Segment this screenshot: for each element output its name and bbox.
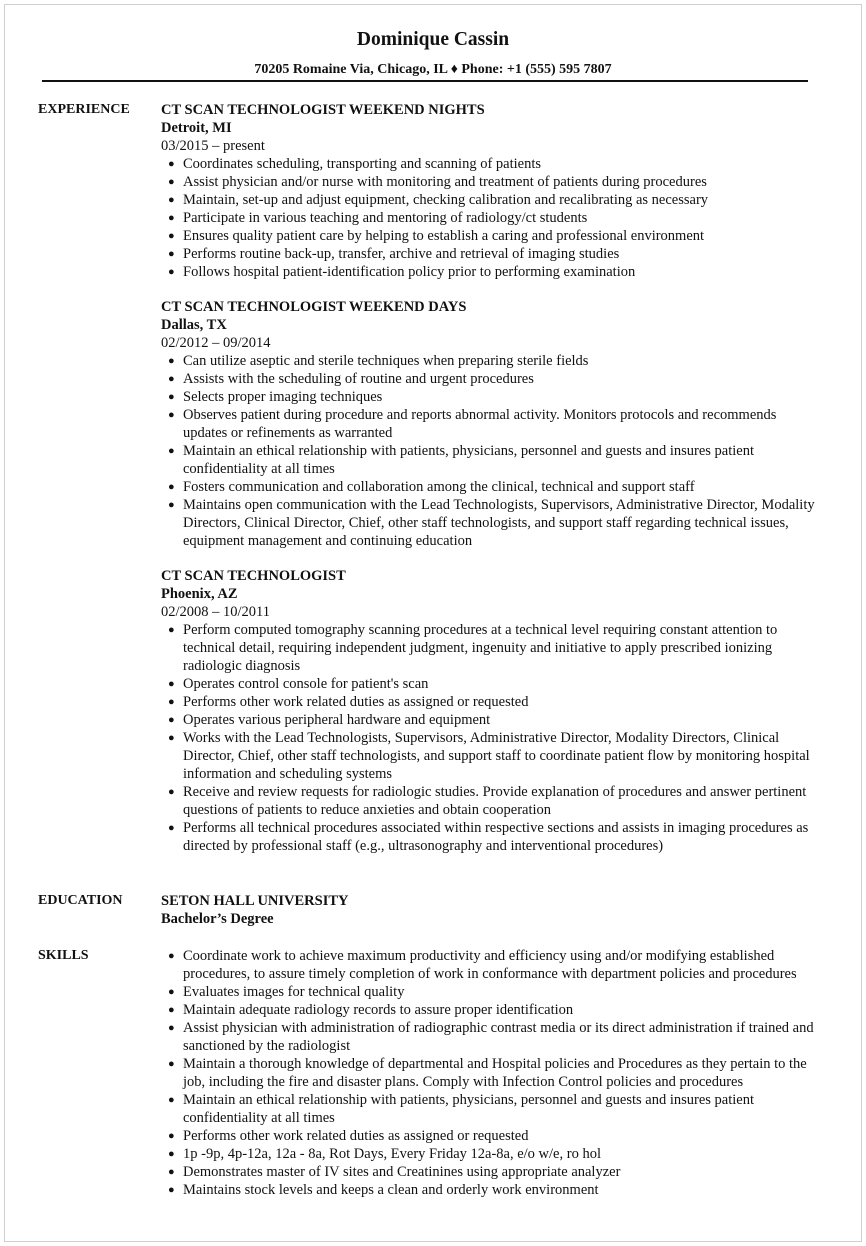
job-entry	[161, 101, 818, 281]
bullet-item	[161, 442, 818, 478]
bullet-icon: ●	[168, 481, 175, 493]
education-degree: Bachelor’s Degree	[161, 911, 274, 927]
job-entry	[161, 298, 818, 550]
skills-heading: SKILLS	[38, 948, 89, 963]
bullet-item	[161, 621, 818, 675]
bullet-item	[161, 983, 818, 1001]
experience-body	[161, 101, 818, 855]
bullet-text: Performs other work related duties as assigned or requested	[183, 1128, 529, 1144]
job-entry	[161, 567, 818, 855]
bullet-icon: ●	[168, 158, 175, 170]
bullet-icon: ●	[168, 786, 175, 798]
bullet-text: Performs other work related duties as assigned or requested	[183, 694, 529, 710]
bullet-item	[161, 370, 818, 388]
job-dates: 02/2008 – 10/2011	[161, 604, 271, 620]
bullet-icon: ●	[168, 714, 175, 726]
bullet-item	[161, 406, 818, 442]
bullet-text: Works with the Lead Technologists, Supervisors, Administrative Director, Modality Directors, Clinical Director, Chief, other staff technologists, and support staff to coordinate patient flow by monitoring hospital information and scheduling systems	[183, 730, 810, 782]
bullet-item	[161, 1181, 818, 1199]
bullet-item	[161, 1145, 818, 1163]
bullet-icon: ●	[168, 1094, 175, 1106]
bullet-icon: ●	[168, 230, 175, 242]
bullet-item	[161, 388, 818, 406]
bullet-icon: ●	[168, 732, 175, 744]
job-dates: 03/2015 – present	[161, 138, 265, 154]
bullet-item	[161, 209, 818, 227]
bullet-text: Evaluates images for technical quality	[183, 984, 405, 1000]
bullet-item	[161, 819, 818, 855]
bullet-text: Coordinates scheduling, transporting and scanning of patients	[183, 156, 541, 172]
skills-list	[161, 947, 818, 1199]
bullet-icon: ●	[168, 624, 175, 636]
bullet-text: Operates control console for patient's scan	[183, 676, 429, 692]
bullet-text: Maintain a thorough knowledge of departmental and Hospital policies and Procedures as they pertain to the job, including the fire and disaster plans. Comply with Infection Control policies and procedures	[183, 1056, 807, 1090]
bullet-text: Performs all technical procedures associated within respective sections and assists in imaging procedures as directed by professional staff (e.g., ultrasonography and interventional procedures)	[183, 820, 809, 854]
bullet-text: 1p -9p, 4p-12a, 12a - 8a, Rot Days, Every Friday 12a-8a, e/o w/e, ro hol	[183, 1146, 601, 1162]
bullet-item	[161, 1019, 818, 1055]
contact-line: 70205 Romaine Via, Chicago, IL ♦ Phone: +1 (555) 595 7807	[254, 62, 612, 77]
bullet-item	[161, 191, 818, 209]
bullet-text: Maintains stock levels and keeps a clean and orderly work environment	[183, 1182, 599, 1198]
bullet-icon: ●	[168, 822, 175, 834]
bullet-icon: ●	[168, 445, 175, 457]
bullet-item	[161, 245, 818, 263]
bullet-item	[161, 1127, 818, 1145]
bullet-item	[161, 783, 818, 819]
experience-section	[38, 101, 818, 872]
bullet-item	[161, 947, 818, 983]
bullet-item	[161, 693, 818, 711]
bullet-icon: ●	[168, 391, 175, 403]
bullet-icon: ●	[168, 373, 175, 385]
education-body	[161, 892, 818, 928]
bullet-item	[161, 729, 818, 783]
education-heading: EDUCATION	[38, 893, 123, 908]
job-bullets	[161, 621, 818, 855]
bullet-text: Participate in various teaching and mentoring of radiology/ct students	[183, 210, 588, 226]
bullet-text: Maintain, set-up and adjust equipment, checking calibration and recalibrating as necessary	[183, 192, 709, 208]
bullet-icon: ●	[168, 248, 175, 260]
bullet-text: Fosters communication and collaboration among the clinical, technical and support staff	[183, 479, 695, 495]
bullet-icon: ●	[168, 1022, 175, 1034]
bullet-icon: ●	[168, 1166, 175, 1178]
candidate-name: Dominique Cassin	[356, 29, 510, 50]
bullet-item	[161, 263, 818, 281]
bullet-item	[161, 1163, 818, 1181]
bullet-item	[161, 1001, 818, 1019]
bullet-icon: ●	[168, 1058, 175, 1070]
job-dates: 02/2012 – 09/2014	[161, 335, 271, 351]
job-bullets	[161, 155, 818, 281]
bullet-icon: ●	[168, 176, 175, 188]
bullet-item	[161, 1091, 818, 1127]
experience-heading: EXPERIENCE	[38, 102, 130, 117]
job-location: Dallas, TX	[161, 317, 227, 333]
resume-header	[0, 28, 866, 79]
bullet-text: Perform computed tomography scanning procedures at a technical level requiring constant attention to technical detail, requiring independent judgment, ingenuity and initiative to apply prescribed ionizing radiologic diagnosis	[183, 622, 778, 674]
bullet-icon: ●	[168, 950, 175, 962]
bullet-icon: ●	[168, 409, 175, 421]
bullet-item	[161, 1055, 818, 1091]
bullet-text: Maintain an ethical relationship with patients, physicians, personnel and guests and insures patient confidentiality at all times	[183, 443, 755, 477]
header-divider	[42, 80, 808, 82]
job-location: Phoenix, AZ	[161, 586, 238, 602]
bullet-text: Operates various peripheral hardware and equipment	[183, 712, 491, 728]
bullet-icon: ●	[168, 986, 175, 998]
bullet-item	[161, 173, 818, 191]
job-title: CT SCAN TECHNOLOGIST WEEKEND NIGHTS	[161, 102, 485, 118]
bullet-icon: ●	[168, 1130, 175, 1142]
bullet-text: Maintain adequate radiology records to assure proper identification	[183, 1002, 574, 1018]
bullet-item	[161, 711, 818, 729]
bullet-item	[161, 478, 818, 496]
bullet-item	[161, 675, 818, 693]
bullet-text: Can utilize aseptic and sterile techniques when preparing sterile fields	[183, 353, 589, 369]
bullet-icon: ●	[168, 212, 175, 224]
bullet-text: Follows hospital patient-identification policy prior to performing examination	[183, 264, 636, 280]
bullet-item	[161, 227, 818, 245]
bullet-icon: ●	[168, 1004, 175, 1016]
bullet-text: Assists with the scheduling of routine and urgent procedures	[183, 371, 534, 387]
bullet-icon: ●	[168, 1148, 175, 1160]
bullet-icon: ●	[168, 499, 175, 511]
bullet-text: Demonstrates master of IV sites and Creatinines using appropriate analyzer	[183, 1164, 621, 1180]
bullet-text: Coordinate work to achieve maximum productivity and efficiency using and/or modifying established procedures, to assure timely completion of work in conformance with department policies and procedures	[183, 948, 797, 982]
bullet-text: Receive and review requests for radiologic studies. Provide explanation of procedures and answer pertinent questions of patients to reduce anxieties and obtain cooperation	[183, 784, 807, 818]
education-school: SETON HALL UNIVERSITY	[161, 893, 349, 909]
bullet-icon: ●	[168, 678, 175, 690]
bullet-icon: ●	[168, 696, 175, 708]
bullet-text: Ensures quality patient care by helping to establish a caring and professional environment	[183, 228, 705, 244]
bullet-icon: ●	[168, 266, 175, 278]
bullet-icon: ●	[168, 1184, 175, 1196]
bullet-icon: ●	[168, 194, 175, 206]
bullet-icon: ●	[168, 355, 175, 367]
bullet-text: Assist physician with administration of radiographic contrast media or its direct administration if trained and sanctioned by the radiologist	[183, 1020, 814, 1054]
skills-body	[161, 947, 818, 1199]
bullet-text: Assist physician and/or nurse with monitoring and treatment of patients during procedures	[183, 174, 707, 190]
bullet-text: Maintains open communication with the Lead Technologists, Supervisors, Administrative Director, Modality Directors, Clinical Director, Chief, other staff technologists, and support staff regarding technical issues, equipment management and continuing education	[183, 497, 815, 549]
bullet-text: Observes patient during procedure and reports abnormal activity. Monitors protocols and recommends updates or refinements as warranted	[183, 407, 777, 441]
job-title: CT SCAN TECHNOLOGIST	[161, 568, 346, 584]
bullet-text: Performs routine back-up, transfer, archive and retrieval of imaging studies	[183, 246, 620, 262]
bullet-text: Maintain an ethical relationship with patients, physicians, personnel and guests and insures patient confidentiality at all times	[183, 1092, 755, 1126]
bullet-item	[161, 496, 818, 550]
bullet-text: Selects proper imaging techniques	[183, 389, 383, 405]
bullet-item	[161, 352, 818, 370]
skills-section	[38, 947, 818, 1199]
bullet-item	[161, 155, 818, 173]
education-section	[38, 892, 818, 928]
job-location: Detroit, MI	[161, 120, 232, 136]
job-bullets	[161, 352, 818, 550]
job-title: CT SCAN TECHNOLOGIST WEEKEND DAYS	[161, 299, 467, 315]
